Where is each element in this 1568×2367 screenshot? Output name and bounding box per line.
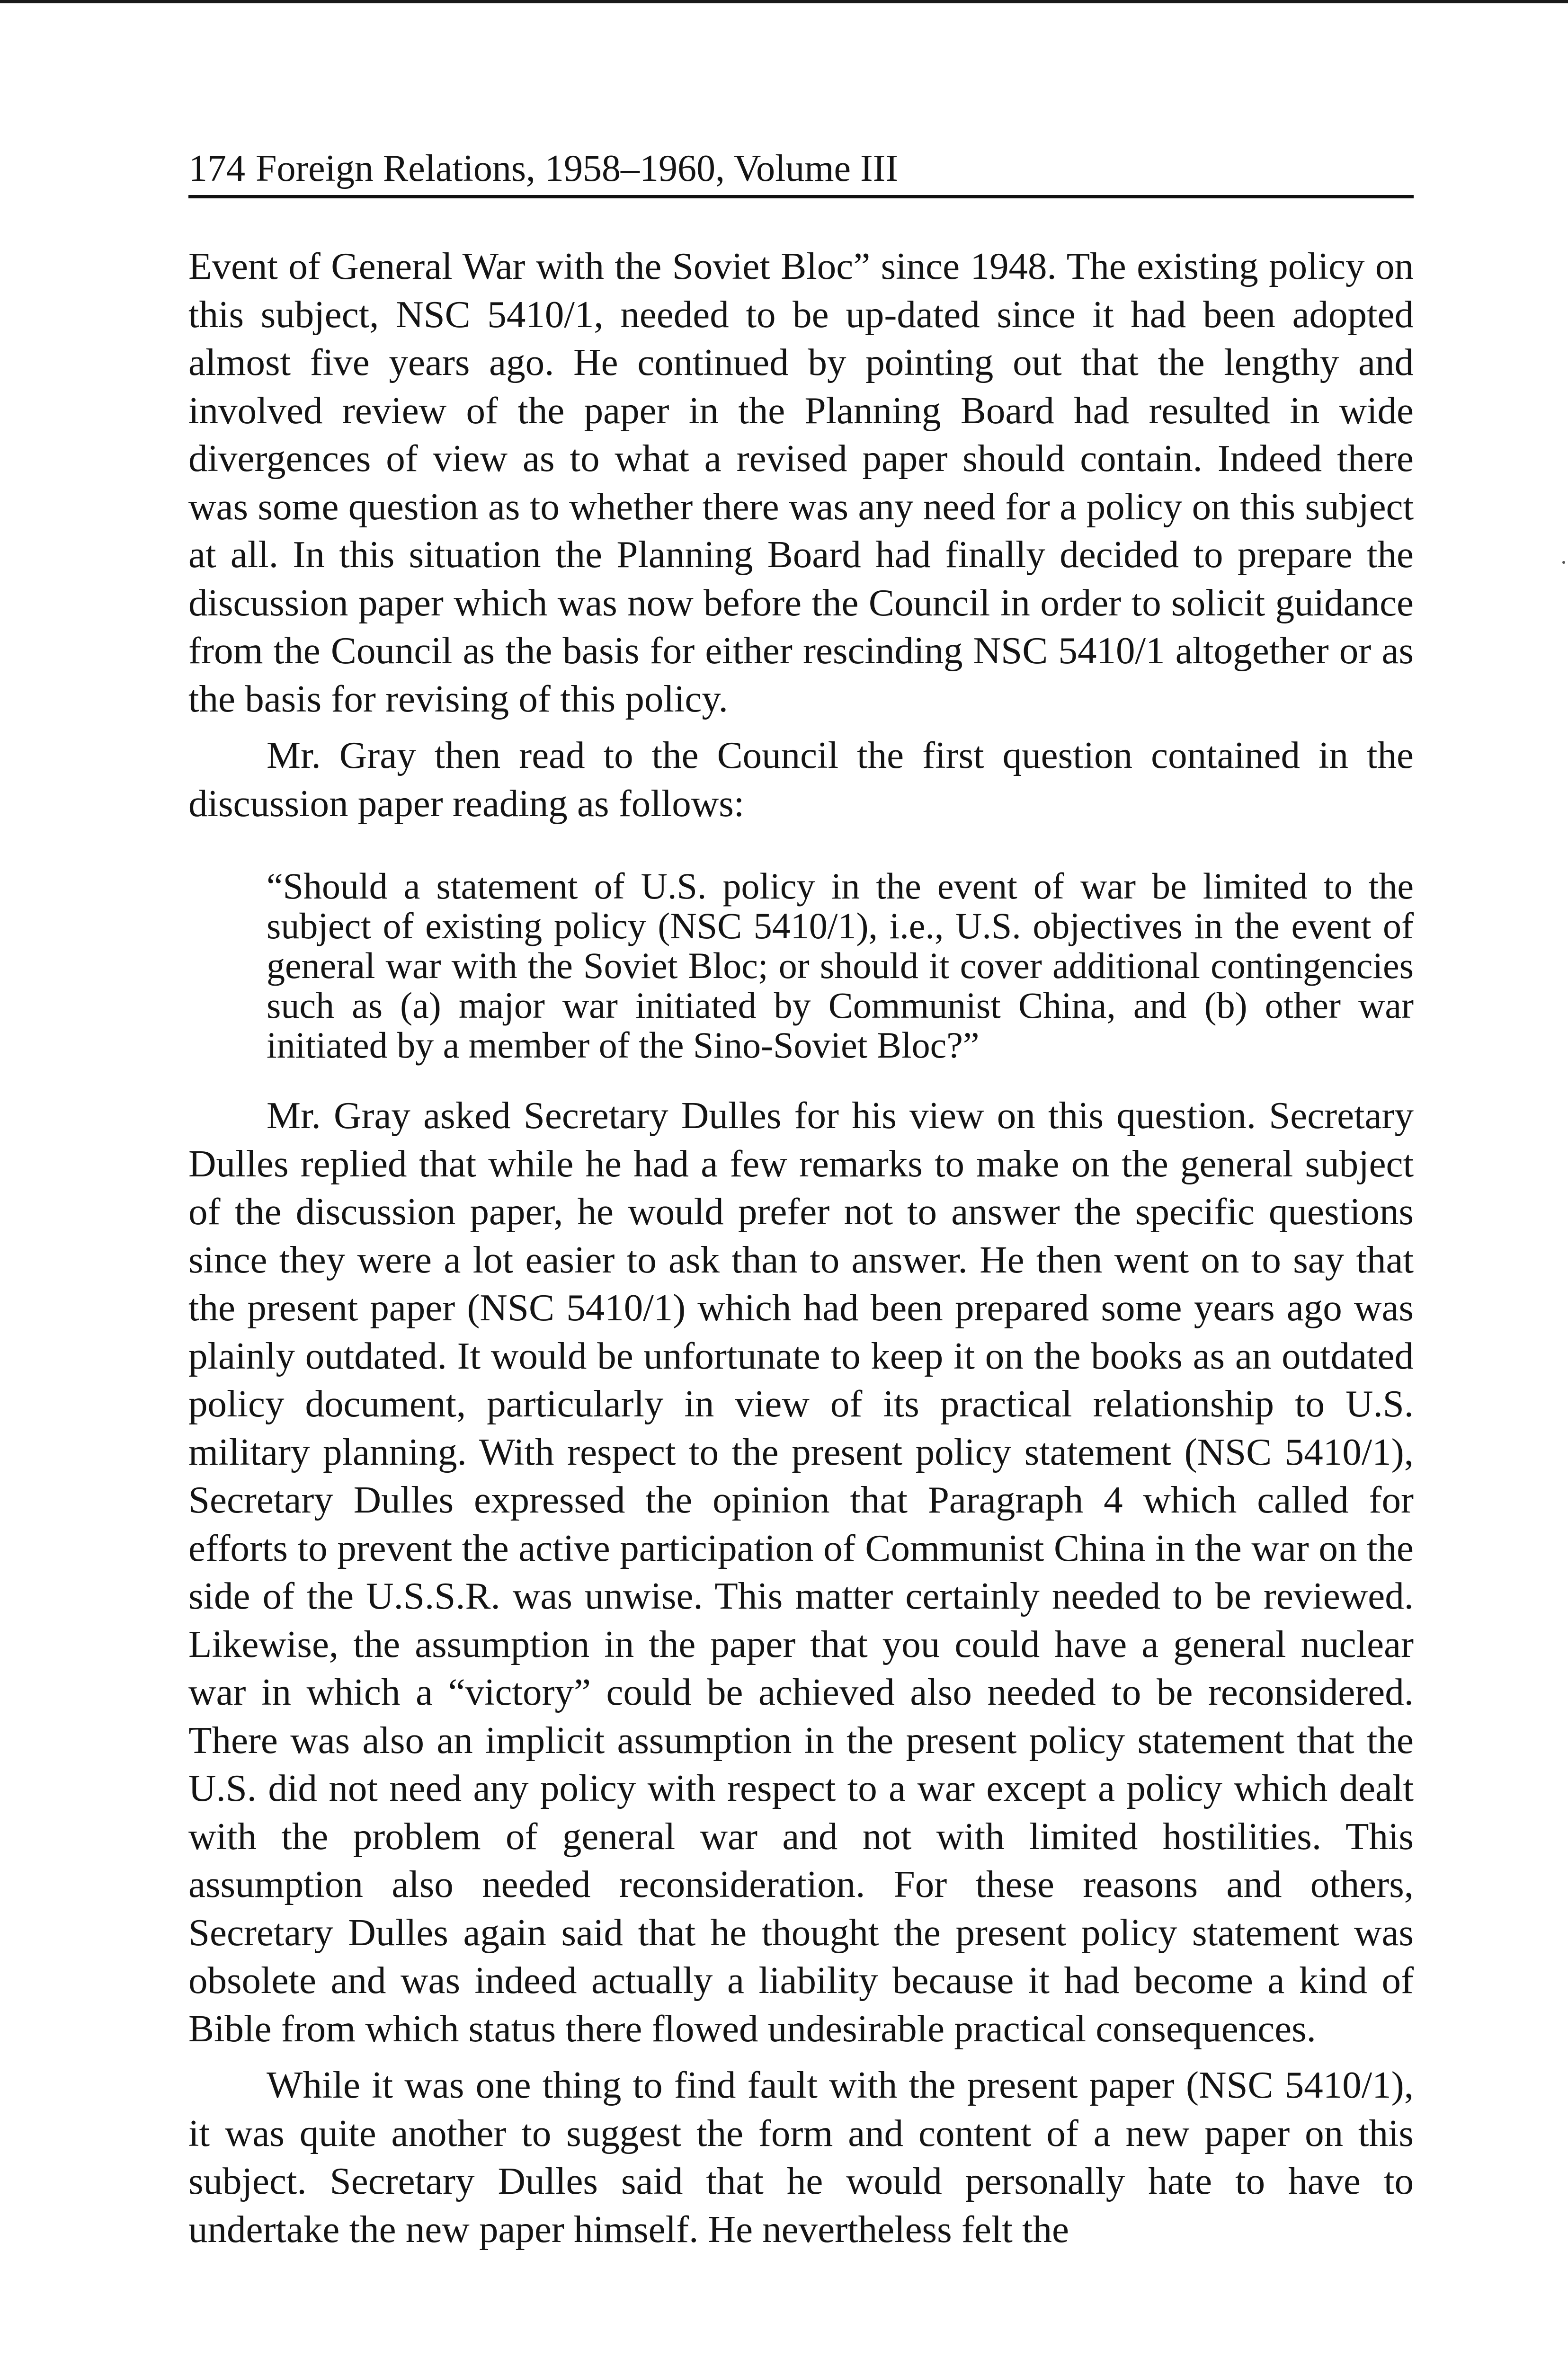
running-header <box>188 143 1414 194</box>
header-rule <box>188 195 1414 198</box>
page-number: 174 <box>188 148 245 189</box>
running-title: Foreign Relations, 1958–1960, Volume III <box>256 148 898 189</box>
scan-top-edge <box>0 0 1568 3</box>
margin-speck <box>1562 561 1565 564</box>
paragraph-continued: Event of General War with the Soviet Bloc” since 1948. The existing policy on this subject, NSC 5410/1, needed to be up-dated since it had been adopted almost five years ago. He continued by pointing out that the lengthy and involved review of the paper in the Planning Board had resulted in wide divergences of view as to what a revised paper should contain. Indeed there was some question as to whether there was any need for a policy on this subject at all. In this situation the Planning Board had finally decided to prepare the discussion paper which was now before the Council in order to solicit guidance from the Council as the basis for either rescinding NSC 5410/1 altogether or as the basis for revising of this policy. <box>188 245 1414 720</box>
page-body <box>188 242 1414 2253</box>
paragraph-dulles-view: Mr. Gray asked Secretary Dulles for his view on this question. Secretary Dulles replied that while he had a few remarks to make on the general subject of the discussion paper, he would prefer not to answer the specific questions since they were a lot easier to ask than to answer. He then went on to say that the present paper (NSC 5410/1) which had been prepared some years ago was plainly outdated. It would be unfortunate to keep it on the books as an outdated policy document, particularly in view of its practical relationship to U.S. military planning. With respect to the present policy statement (NSC 5410/1), Secretary Dulles expressed the opinion that Paragraph 4 which called for efforts to prevent the active participation of Communist China in the war on the side of the U.S.S.R. was unwise. This matter certainly needed to be reviewed. Likewise, the assumption in the paper that you could have a general nuclear war in which a “victory” could be achieved also needed to be reconsidered. There was also an implicit assumption in the present policy statement that the U.S. did not need any policy with respect to a war except a policy which dealt with the problem of general war and not with limited hostilities. This assumption also needed reconsideration. For these reasons and others, Secretary Dulles again said that he thought the present policy statement was obsolete and was indeed actually a liability because it had become a kind of Bible from which status there flowed undesirable practical consequences. <box>188 1094 1414 2050</box>
paragraph-gray-reads-question: Mr. Gray then read to the Council the first question contained in the discussion paper reading as follows: <box>188 734 1414 825</box>
block-quote <box>188 866 1414 1065</box>
paragraph-new-paper: While it was one thing to find fault with the present paper (NSC 5410/1), it was quite another to suggest the form and content of a new paper on this subject. Secretary Dulles said that he would personally hate to have to undertake the new paper himself. He nevertheless felt the <box>188 2064 1414 2251</box>
block-quote-text: “Should a statement of U.S. policy in the event of war be limited to the subject of existing policy (NSC 5410/1), i.e., U.S. objectives in the event of general war with the Soviet Bloc; or should it cover additional contingencies such as (a) major war initiated by Communist China, and (b) other war initiated by a member of the Sino-Soviet Bloc?” <box>267 865 1414 1066</box>
